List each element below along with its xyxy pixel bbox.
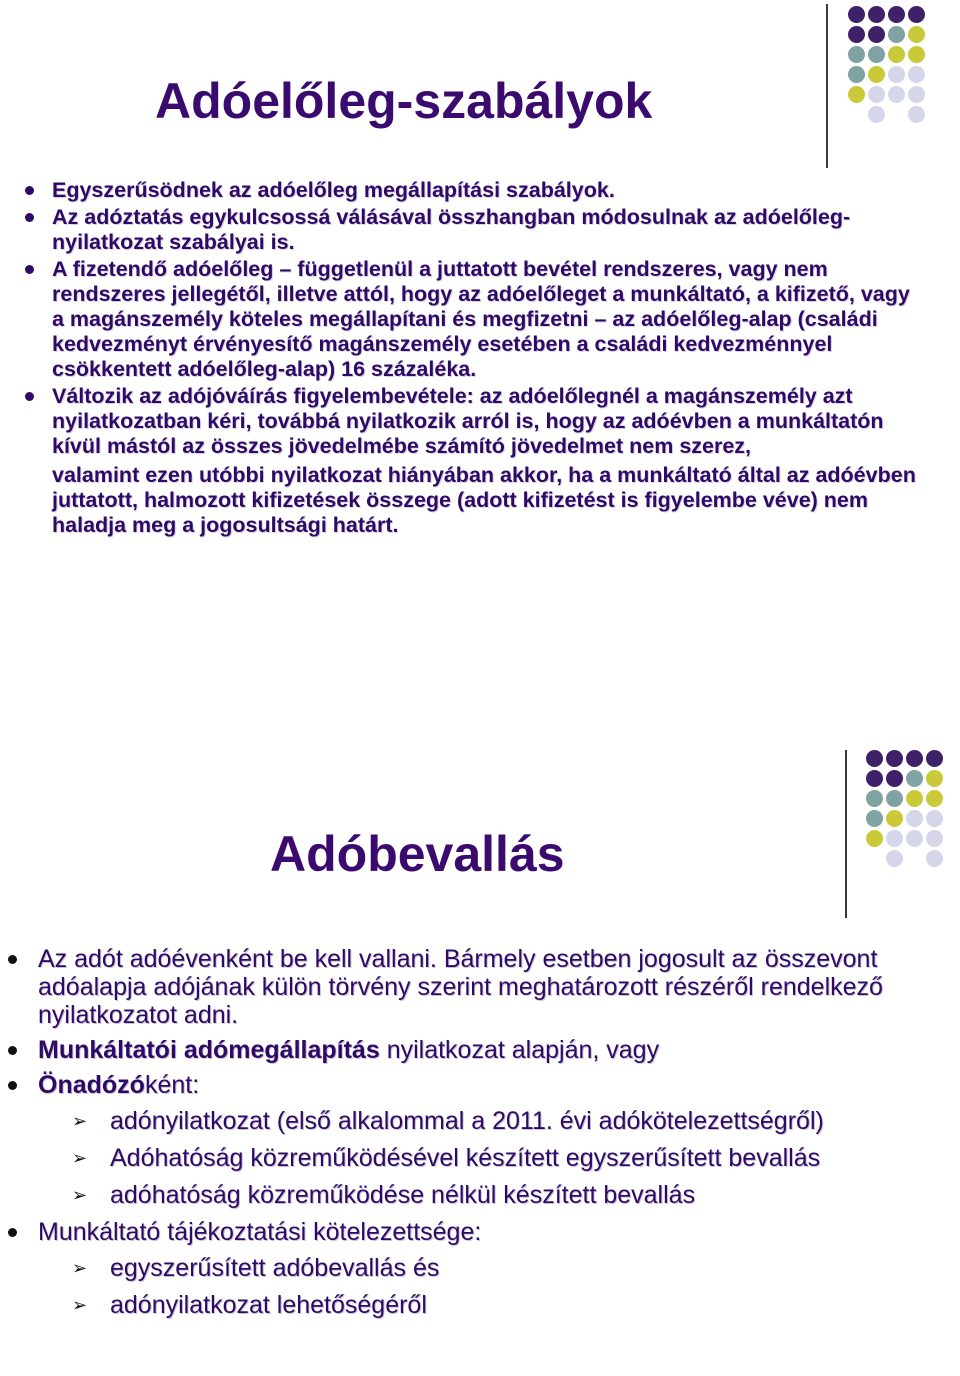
bullet-item: A fizetendő adóelőleg – függetlenül a juttatott bevétel rendszeres, vagy nem rendszeres jellegétől, illetve attól, hogy az adóelőleget a munkáltató, a kifizető, vagy a magánszemély köteles megállapítani és megfizetni – az adóelőleg-alap (családi kedvezményt érvényesítő magánszemély esetében a családi kedvezménnyel csökkentett adóelőleg-alap) 16 százaléka.	[22, 257, 922, 382]
divider-line	[826, 4, 828, 168]
bullet-list	[22, 178, 922, 540]
slide-title: Adóelőleg-szabályok	[155, 73, 653, 129]
decorative-dot	[888, 66, 905, 83]
decorative-dot	[926, 750, 943, 767]
decorative-dot	[908, 106, 925, 123]
decorative-dot	[886, 850, 903, 867]
bold-term: Önadózó	[38, 1071, 145, 1099]
decorative-dot	[906, 770, 923, 787]
decorative-dot	[848, 6, 865, 23]
decorative-dot	[868, 26, 885, 43]
decorative-dot	[868, 46, 885, 63]
sub-list	[38, 1107, 936, 1209]
decorative-dot	[908, 46, 925, 63]
decorative-dot	[868, 86, 885, 103]
sub-item: ➢ adóhatóság közreműködése nélkül készített bevallás	[38, 1181, 936, 1209]
decorative-dot	[908, 6, 925, 23]
decorative-dot	[888, 86, 905, 103]
slide-title: Adóbevallás	[270, 826, 565, 882]
bullet-text: Változik az adójóváírás figyelembevétele: az adóelőlegnél a magánszemély azt nyilatkozatban kéri, továbbá nyilatkozik arról is, hogy az adóévben a munkáltatón kívül mástól az összes jövedelmébe számító jövedelmet nem szerez,	[52, 384, 884, 458]
decorative-dot	[848, 26, 865, 43]
decorative-dot	[866, 750, 883, 767]
decorative-dot	[908, 86, 925, 103]
decorative-dot	[848, 66, 865, 83]
decorative-dot	[886, 810, 903, 827]
sub-list	[38, 1254, 936, 1319]
decorative-dot	[868, 106, 885, 123]
decorative-dot	[926, 850, 943, 867]
decorative-dot	[848, 46, 865, 63]
bullet-text: ként:	[144, 1071, 200, 1099]
decorative-dot	[868, 66, 885, 83]
bullet-item: Egyszerűsödnek az adóelőleg megállapítási szabályok.	[22, 178, 922, 203]
decorative-dot	[906, 790, 923, 807]
decorative-dot	[926, 790, 943, 807]
sub-item: ➢ Adóhatóság közreműködésével készített egyszerűsített bevallás	[38, 1144, 936, 1172]
decorative-dot	[888, 46, 905, 63]
bullet-item	[6, 1036, 936, 1064]
bullet-item	[22, 384, 922, 538]
bullet-item	[6, 1071, 936, 1209]
decorative-dot	[886, 750, 903, 767]
decorative-dot	[886, 790, 903, 807]
decorative-dot	[866, 830, 883, 847]
decorative-dot	[906, 750, 923, 767]
bullet-text: Munkáltató tájékoztatási kötelezettsége:	[38, 1218, 482, 1246]
decorative-dot	[886, 830, 903, 847]
bullet-text: valamint ezen utóbbi nyilatkozat hiányában akkor, ha a munkáltató által az adóévben juttatott, halmozott kifizetések összege (adott kifizetést is figyelembe véve) nem haladja meg a jogosultsági határt.	[52, 463, 916, 537]
bullet-list	[6, 945, 936, 1328]
bullet-item: Az adót adóévenként be kell vallani. Bármely esetben jogosult az összevont adóalapja adójának külön törvény szerint meghatározott részéről rendelkező nyilatkozatot adni.	[6, 945, 936, 1029]
decorative-dot	[926, 830, 943, 847]
bold-term: Munkáltatói adómegállapítás	[38, 1036, 380, 1064]
decorative-dot	[926, 810, 943, 827]
decorative-dot	[906, 830, 923, 847]
decorative-dot	[886, 770, 903, 787]
decorative-dot	[888, 26, 905, 43]
sub-item: ➢ adónyilatkozat (első alkalommal a 2011. évi adókötelezettségről)	[38, 1107, 936, 1135]
bullet-item	[6, 1218, 936, 1319]
bullet-text: nyilatkozat alapján, vagy	[379, 1036, 660, 1064]
decorative-dot	[926, 770, 943, 787]
decorative-dot	[866, 770, 883, 787]
decorative-dot	[908, 66, 925, 83]
decorative-dot	[906, 810, 923, 827]
decorative-dot	[866, 790, 883, 807]
sub-item: ➢ adónyilatkozat lehetőségéről	[38, 1291, 936, 1319]
decorative-dot	[868, 6, 885, 23]
slide-adoeloleg	[0, 0, 960, 680]
bullet-item: Az adóztatás egykulcsossá válásával összhangban módosulnak az adóelőleg-nyilatkozat szabályai is.	[22, 205, 922, 255]
decorative-dot	[888, 6, 905, 23]
decorative-dot	[848, 86, 865, 103]
slide-adobevallas	[0, 740, 960, 1376]
decorative-dot	[866, 810, 883, 827]
sub-item: ➢ egyszerűsített adóbevallás és	[38, 1254, 936, 1282]
divider-line	[845, 750, 847, 918]
decorative-dot	[908, 26, 925, 43]
